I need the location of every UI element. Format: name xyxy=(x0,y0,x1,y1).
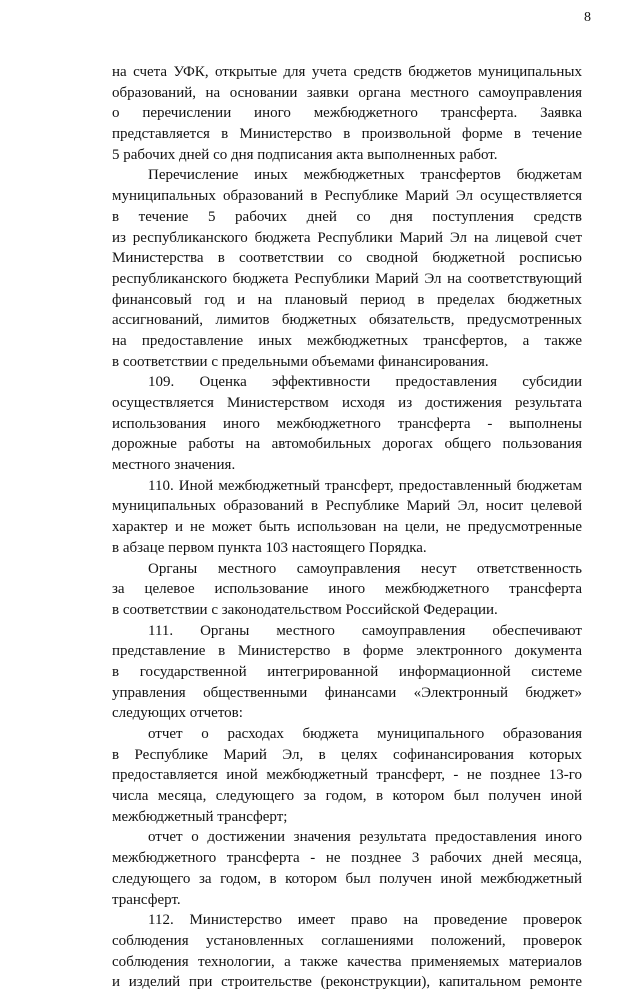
text-line: финансовый год и на плановый период в пределах бюджетных xyxy=(112,291,582,308)
text-line: 110. Иной межбюджетный трансферт, предоставленный бюджетам xyxy=(148,477,582,494)
text-line: Министерства в соответствии со сводной бюджетной росписью xyxy=(112,250,582,267)
text-line: межбюджетного трансферта - не позднее 3 рабочих дней месяца, xyxy=(112,850,582,867)
text-line: управления общественными финансами «Электронный бюджет» xyxy=(112,684,582,701)
text-line: числа месяца, следующего за годом, в котором был получен иной xyxy=(112,788,582,805)
text-line: соблюдения технологии, а также качества применяемых материалов xyxy=(112,953,582,970)
text-line: 112. Министерство имеет право на проведение проверок xyxy=(148,912,582,929)
text-line: муниципальных образований в Республике Марий Эл, носит целевой xyxy=(112,498,582,515)
text-line: на предоставление иных межбюджетных трансфертов, а также xyxy=(112,332,582,349)
text-line: образований, на основании заявки органа местного самоуправления xyxy=(112,84,582,101)
document-body xyxy=(112,62,582,993)
text-line: 5 рабочих дней со дня подписания акта выполненных работ. xyxy=(112,146,498,163)
text-line: о перечислении иного межбюджетного трансферта. Заявка xyxy=(112,105,582,122)
text-line: межбюджетный трансферт; xyxy=(112,808,288,825)
text-line: на счета УФК, открытые для учета средств бюджетов муниципальных xyxy=(112,64,582,80)
text-line: осуществляется Министерством исходя из достижения результата xyxy=(112,395,582,411)
page-number: 8 xyxy=(584,10,591,25)
text-line: из республиканского бюджета Республики Марий Эл на лицевой счет xyxy=(112,229,582,246)
text-line: отчет о достижении значения результата предоставления иного xyxy=(148,829,582,846)
text-line: предоставляется иной межбюджетный трансферт, - не позднее 13-го xyxy=(112,767,582,784)
text-line: следующего за годом, в котором был получен иной межбюджетный xyxy=(112,870,582,887)
text-line: в соответствии с предельными объемами финансирования. xyxy=(112,353,489,370)
text-line: отчет о расходах бюджета муниципального образования xyxy=(148,726,582,742)
text-line: трансферт. xyxy=(112,891,181,908)
text-line: представляется в Министерство в произвольной форме в течение xyxy=(112,126,582,143)
text-line: дорожные работы на автомобильных дорогах общего пользования xyxy=(112,436,582,453)
text-line: следующих отчетов: xyxy=(112,705,243,722)
text-line: за целевое использование иного межбюджетного трансферта xyxy=(112,581,582,598)
text-line: муниципальных образований в Республике Марий Эл осуществляется xyxy=(112,188,582,205)
text-line: местного значения. xyxy=(112,457,236,474)
text-line: в Республике Марий Эл, в целях софинансирования которых xyxy=(112,746,582,763)
text-line: в соответствии с законодательством Российской Федерации. xyxy=(112,601,498,618)
text-line: характер и не может быть использован на цели, не предусмотренные xyxy=(112,519,582,536)
text-line: Органы местного самоуправления несут ответственность xyxy=(148,560,582,577)
text-line: 109. Оценка эффективности предоставления субсидии xyxy=(148,374,582,391)
text-line: ассигнований, лимитов бюджетных обязательств, предусмотренных xyxy=(112,312,582,329)
text-line: представление в Министерство в форме электронного документа xyxy=(112,643,582,660)
text-line: республиканского бюджета Республики Марий Эл на соответствующий xyxy=(112,270,582,287)
text-line: Перечисление иных межбюджетных трансфертов бюджетам xyxy=(148,167,582,184)
text-line: и изделий при строительстве (реконструкции), капитальном ремонте xyxy=(112,974,582,991)
text-line: в государственной интегрированной информационной системе xyxy=(112,663,582,680)
text-line: в абзаце первом пункта 103 настоящего Порядка. xyxy=(112,539,427,556)
text-line: соблюдения установленных соглашениями положений, проверок xyxy=(112,932,582,949)
text-line: в течение 5 рабочих дней со дня поступления средств xyxy=(112,208,582,225)
text-line: использования иного межбюджетного трансферта - выполнены xyxy=(112,415,582,432)
text-line: 111. Органы местного самоуправления обеспечивают xyxy=(148,622,582,639)
